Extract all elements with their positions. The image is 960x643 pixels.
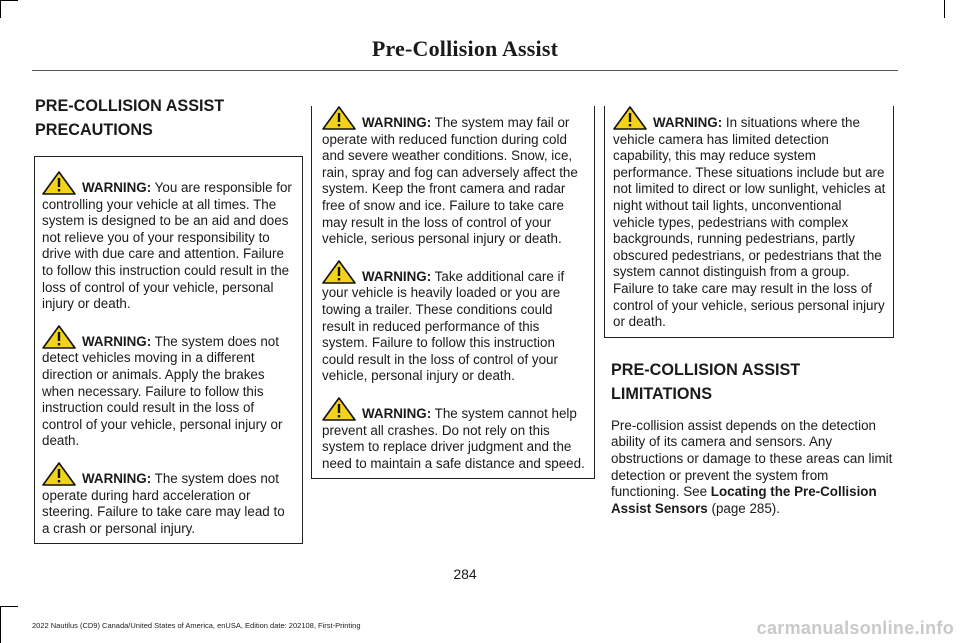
warning-triangle-icon (322, 397, 356, 421)
page-reference: (page 285). (707, 500, 780, 516)
warning-label: WARNING: (362, 405, 432, 421)
warning-box (34, 156, 303, 544)
warning-triangle-icon (42, 462, 76, 486)
warning-triangle-icon (613, 106, 647, 130)
warning-block (613, 106, 886, 331)
warning-triangle-icon (322, 260, 356, 284)
header-divider (32, 70, 898, 71)
crop-mark (944, 0, 945, 18)
page-header-title: Pre-Collision Assist (371, 36, 559, 61)
section-heading-limitations (611, 360, 894, 404)
column-warnings-continued (319, 98, 595, 479)
heading-line-2: LIMITATIONS (611, 384, 713, 403)
crop-mark (0, 0, 1, 18)
warning-block (322, 106, 587, 248)
warning-box (311, 106, 595, 479)
warning-label: WARNING: (82, 333, 152, 349)
warning-text: The system does not detect vehicles moving in a different direction or animals. Apply the brakes when necessary. Failure to follow this instruction could result in the loss of control of your vehicle, personal injury or death. (42, 333, 283, 449)
column-limitations (611, 98, 894, 517)
warning-block (42, 462, 295, 537)
warning-block (322, 260, 587, 385)
heading-line-1: PRE-COLLISION ASSIST (611, 360, 801, 379)
warning-label: WARNING: (653, 115, 723, 130)
crop-mark (0, 0, 18, 1)
warning-label: WARNING: (82, 180, 152, 195)
warning-text: You are responsible for controlling your vehicle at all times. The system is designed to be an aid and does not relieve you of your responsibility to drive with due care and attention. Failure to follow this instruction could result in the loss of control of your vehicle, personal injury or death. (42, 180, 292, 312)
heading-line-2: PRECAUTIONS (35, 121, 153, 139)
crop-mark (0, 606, 1, 643)
warning-text: The system may fail or operate with reduced function during cold and severe weather conditions. Snow, ice, rain, spray and fog can adversely affect the system. Keep the front camera and radar free of snow and ice. Failure to take care may result in the loss of control of your vehicle, serious personal injury or death. (322, 115, 578, 247)
warning-label: WARNING: (82, 470, 152, 486)
body-paragraph (611, 418, 894, 518)
warning-block (322, 397, 587, 472)
footer-edition-text: 2022 Nautilus (CD9) Canada/United States of America, enUSA, Edition date: 202108, First-Printing (32, 621, 361, 630)
heading-line-1: PRE-COLLISION ASSIST (35, 97, 225, 115)
page-number: 284 (453, 566, 477, 582)
warning-text: In situations where the vehicle camera has limited detection capability, this may reduce system performance. These situations include but are not limited to direct or low sunlight, vehicles at night without tail lights, unconventional vehicle types, pedestrians with complex backgrounds, running pedestrians, partly obscured pedestrians, or pedestrians that the system cannot distinguish from a group. Failure to take care may result in the loss of control of your vehicle, serious personal injury or death. (613, 115, 886, 330)
warning-triangle-icon (42, 171, 76, 195)
warning-text: The system does not operate during hard acceleration or steering. Failure to take care may lead to a crash or personal injury. (42, 470, 285, 536)
warning-box (604, 106, 894, 338)
column-precautions (35, 96, 303, 544)
warning-block (42, 325, 295, 450)
cross-reference-link[interactable]: Locating the Pre-Collision Assist Sensors (611, 484, 877, 516)
warning-text: The system cannot help prevent all crashes. Do not rely on this system to replace driver judgment and the need to maintain a safe distance and speed. (322, 405, 585, 471)
warning-block (42, 171, 295, 313)
section-heading-precautions (35, 96, 303, 140)
warning-triangle-icon (42, 325, 76, 349)
warning-label: WARNING: (362, 268, 432, 284)
crop-mark (0, 606, 18, 607)
warning-triangle-icon (322, 106, 356, 130)
body-text: Pre-collision assist depends on the detection ability of its camera and sensors. Any obstructions or damage to these areas can limit detection or prevent the system from functioning. See (611, 417, 893, 500)
watermark: carmanualsonline.info (756, 618, 954, 638)
warning-label: WARNING: (362, 115, 432, 130)
warning-text: Take additional care if your vehicle is heavily loaded or you are towing a trailer. These conditions could result in reduced performance of this system. Failure to follow this instruction could result in the loss of control of your vehicle, personal injury or death. (322, 268, 565, 384)
